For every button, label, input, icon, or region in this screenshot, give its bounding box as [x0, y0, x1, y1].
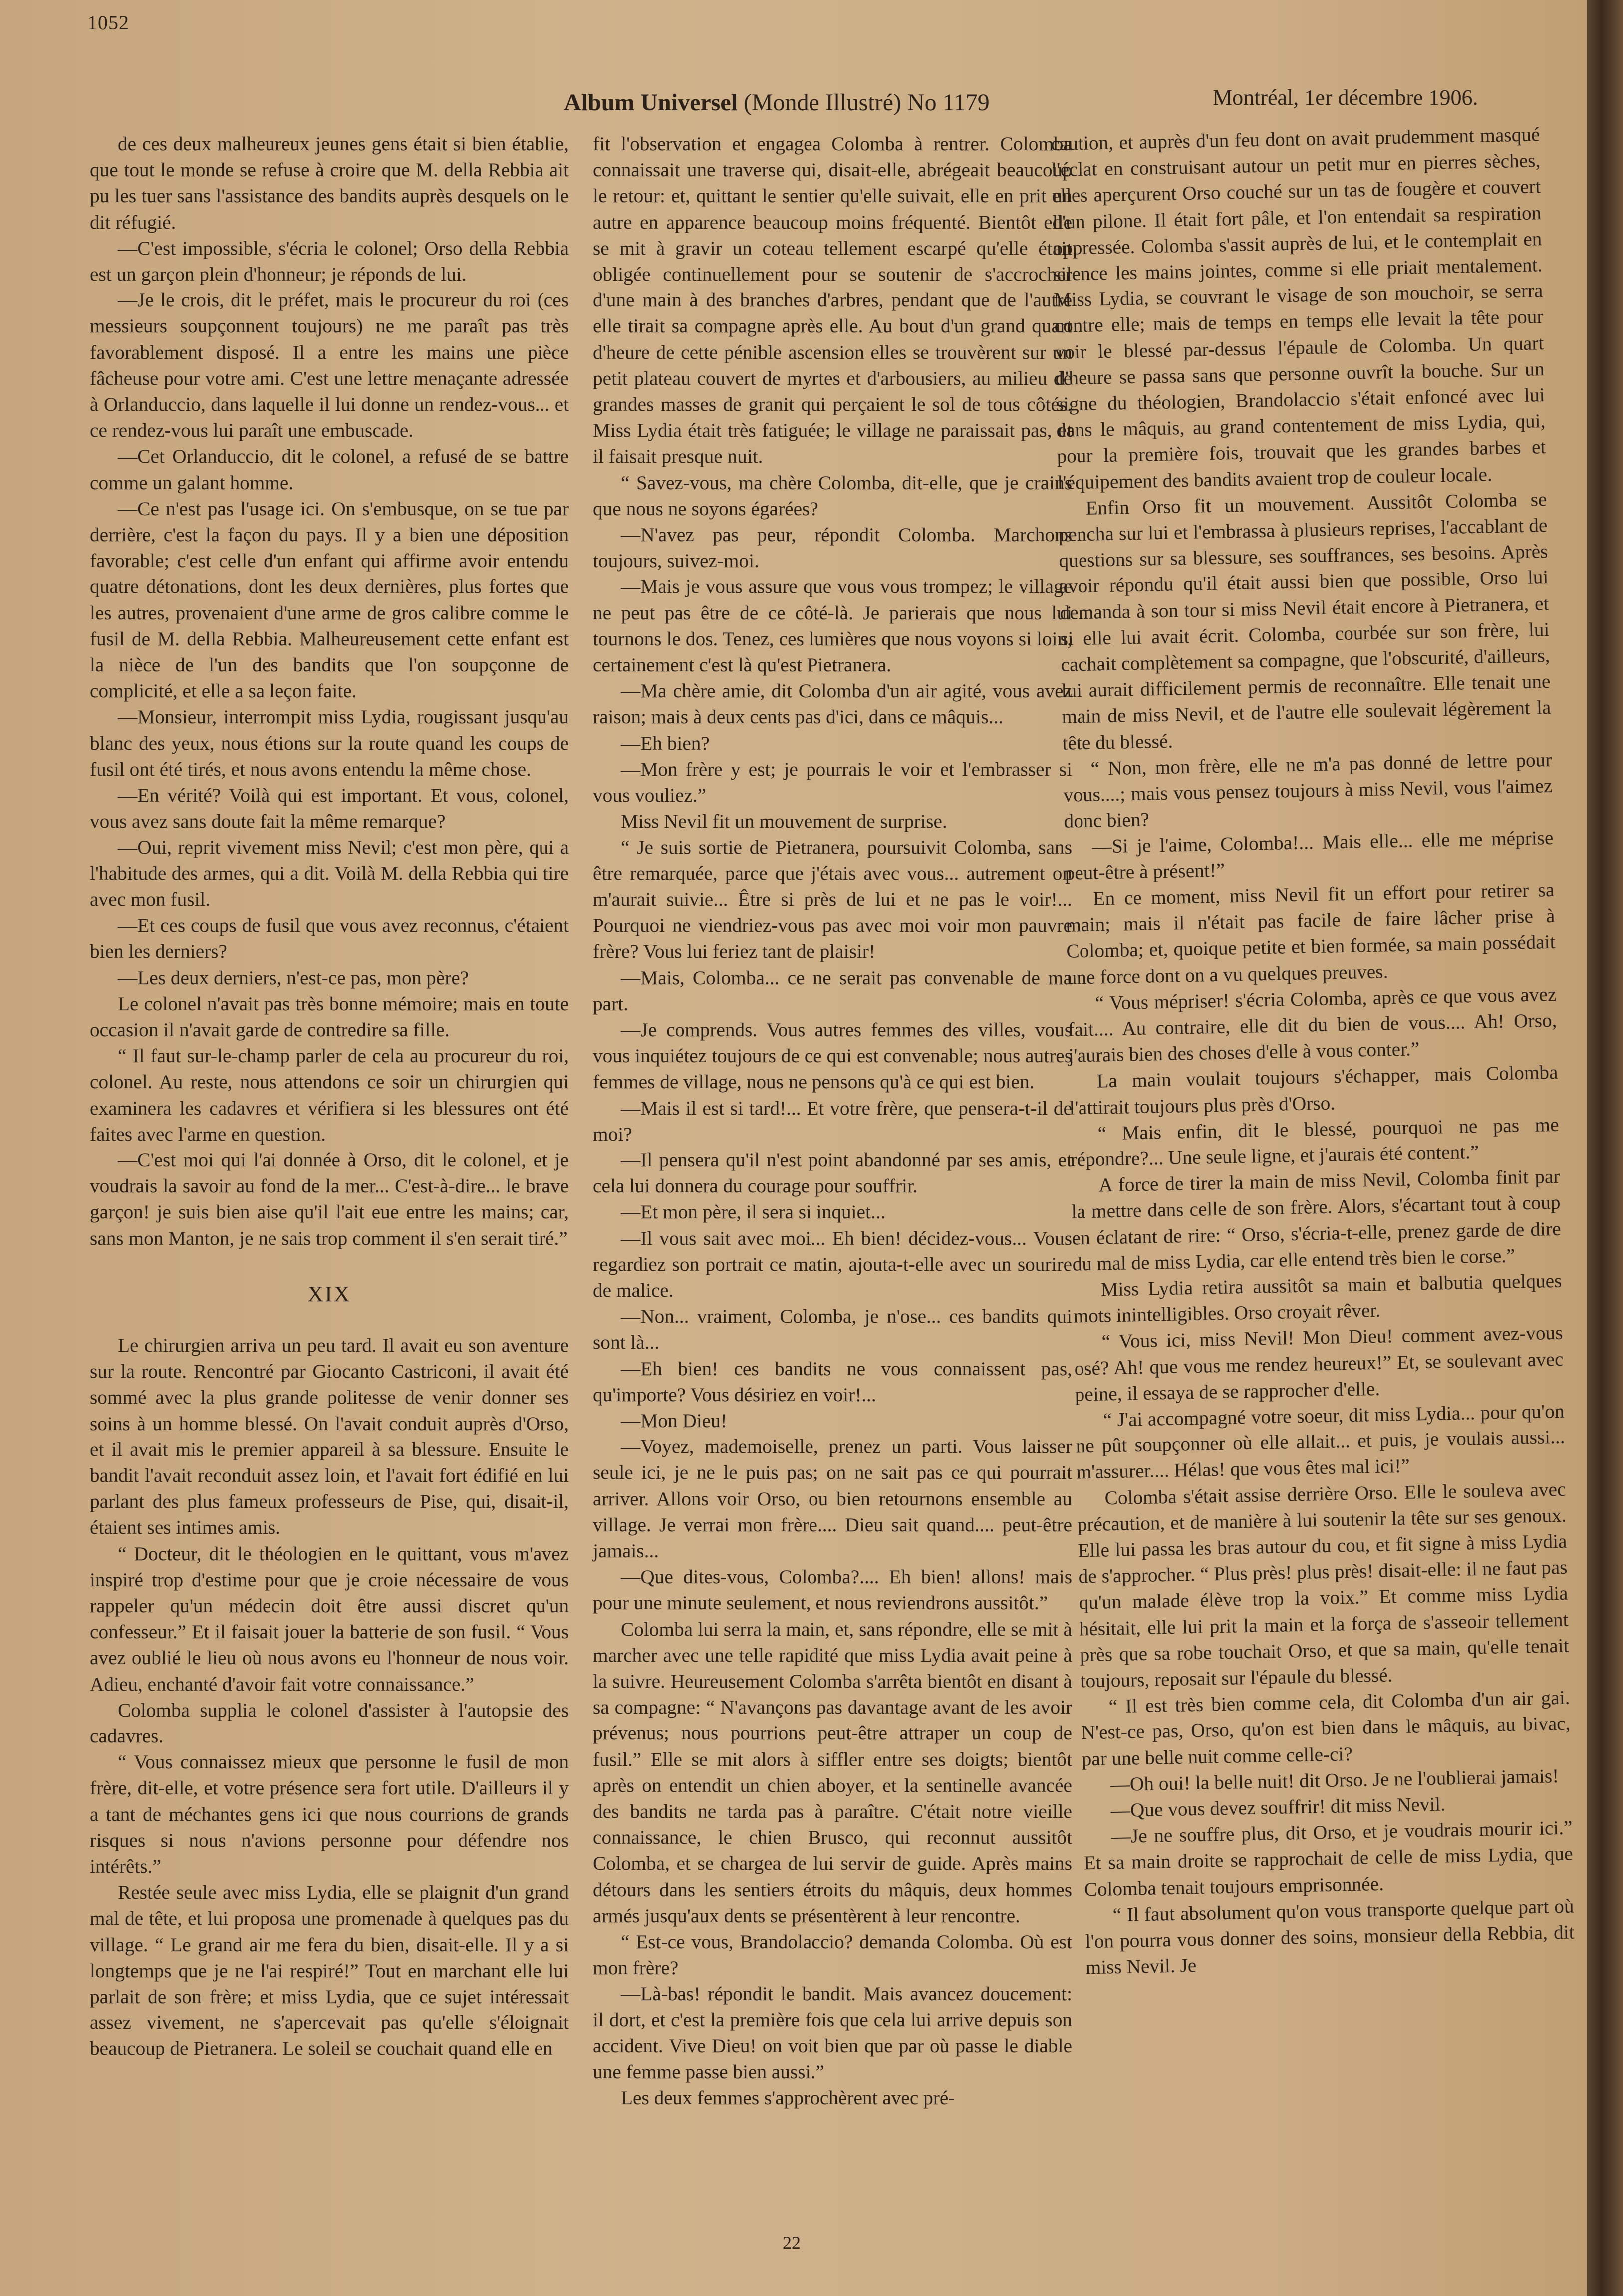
paragraph: “ Savez-vous, ma chère Colomba, dit-elle, que je crains que nous ne soyons égarées? [593, 471, 1072, 520]
paragraph: Restée seule avec miss Lydia, elle se plaignit d'un grand mal de tête, et lui proposa une promenade à quelques pas du village. “ Le grand air me fera du bien, disait-elle. Il y a si longtemps que je ne l'ai respiré!” Tout en marchant elle lui parlait de son frère; et miss Lydia, que ce sujet intéressait assez vivement, ne s'apercevait pas qu'elle s'éloignait beaucoup de Pietranera. Le soleil se couchait quand elle en [90, 1881, 569, 2060]
text-column-1 [90, 131, 569, 2062]
paragraph: “ J'ai accompagné votre soeur, dit miss Lydia... pour qu'on ne pût soupçonner où elle allait... et puis, je voulais aussi... m'assurer.... Hélas! que vous êtes mal ici!” [1076, 1400, 1565, 1483]
paragraph: “ Il est très bien comme cela, dit Colomba d'un air gai. N'est-ce pas, Orso, qu'on est bien dans le mâquis, au bivac, par une belle nuit comme celle-ci? [1081, 1686, 1571, 1770]
paragraph: —Les deux derniers, n'est-ce pas, mon père? [118, 966, 469, 989]
page-number-bottom: 22 [783, 2233, 801, 2253]
page-number-top: 1052 [87, 11, 129, 34]
paragraph: Colomba s'était assise derrière Orso. Elle le souleva avec précaution, et de manière à lui soutenir la tête sur ses genoux. Elle lui passa les bras autour du cou, et fit signe à miss Lydia de s'approcher. “ Plus près! plus près! disait-elle: il ne faut pas qu'un malade élève trop la voix.” Et comme miss Lydia hésitait, elle lui prit la main et la força de s'asseoir tellement près que sa robe touchait Orso, et que sa main, qu'elle tenait toujours, reposait sur l'épaule du blessé. [1077, 1478, 1569, 1692]
paragraph: A force de tirer la main de miss Nevil, Colomba finit par la mettre dans celle de son frère. Alors, s'écartant tout à coup en éclatant de rire: “ Orso, s'écria-t-elle, prenez garde de dire du mal de miss Lydia, car elle entend très bien le corse.” [1071, 1165, 1561, 1275]
paragraph: Le chirurgien arriva un peu tard. Il avait eu son aventure sur la route. Rencontré par Giocanto Castriconi, il avait été sommé avec la plus grande politesse de venir donner ses soins à un homme blessé. On l'avait conduit auprès d'Orso, et il avait mis le premier appareil à sa blessure. Ensuite le bandit l'avait reconduit assez loin, et l'avait fort édifié en lui parlant des plus fameux professeurs de Pise, qui, disait-il, étaient ses intimes amis. [90, 1334, 569, 1539]
text-column-2 [593, 131, 1072, 2111]
paragraph: En ce moment, miss Nevil fit un effort pour retirer sa main; mais il n'était pas facile de faire lâcher prise à Colomba; et, quoique petite et bien formée, sa main possédait une force dont on a vu quelques preuves. [1066, 878, 1556, 989]
paragraph: caution, et auprès d'un feu dont on avait prudemment masqué l'éclat en construisant autour un petit mur en pierres sèches, elles aperçurent Orso couché sur un tas de fougère et couvert d'un pilone. Il était fort pâle, et l'on entendait sa respiration oppressée. Colomba s'assit auprès de lui, et le contemplait en silence les mains jointes, comme si elle priait mentalement. Miss Lydia, se couvrant le visage de son mouchoir, se serra contre elle; mais de temps en temps elle levait la tête pour voir le blessé par-dessus l'épaule de Colomba. Un quart d'heure se passa sans que personne ouvrît la bouche. Sur un signe du théologien, Brandolaccio s'était enfoncé avec lui dans le mâquis, au grand contentement de miss Lydia, qui, pour la première fois, trouvait que les grandes barbes et l'équipement des bandits avaient trop de couleur locale. [1051, 123, 1546, 494]
paragraph: —Mon Dieu! [621, 1409, 727, 1432]
paragraph: —Mais il est si tard!... Et votre frère, que pensera-t-il de moi? [593, 1097, 1072, 1145]
paragraph: Les deux femmes s'approchèrent avec pré- [621, 2087, 955, 2109]
paragraph: —Et mon père, il sera si inquiet... [621, 1201, 886, 1223]
paragraph: —Je le crois, dit le préfet, mais le procureur du roi (ces messieurs soupçonnent toujours) ne me paraît pas très favorablement disposé. Il a entre les mains une pièce fâcheuse pour votre ami. C'est une lettre menaçante adressée à Orlanduccio, dans laquelle il lui donne un rendez-vous... et ce rendez-vous lui paraît une embuscade. [90, 289, 569, 442]
paragraph: —Non... vraiment, Colomba, je n'ose... ces bandits qui sont là... [593, 1305, 1072, 1354]
paragraph: —Mais je vous assure que vous vous trompez; le village ne peut pas être de ce côté-là. Je parierais que nous lui tournons le dos. Tenez, ces lumières que nous voyons si loin, certainement c'est là qu'est Pietranera. [593, 575, 1072, 676]
publication-title: Album Universel [564, 89, 738, 116]
paragraph: —Il vous sait avec moi... Eh bien! décidez-vous... Vous regardiez son portrait ce matin, ajouta-t-elle avec un sourire de malice. [593, 1227, 1072, 1301]
paragraph: —N'avez pas peur, répondit Colomba. Marchons toujours, suivez-moi. [593, 524, 1072, 572]
paragraph: de ces deux malheureux jeunes gens était si bien établie, que tout le monde se refuse à croire que M. della Rebbia ait pu les tuer sans l'assistance des bandits auprès desquels on le dit réfugié. [90, 133, 569, 233]
paragraph: —Là-bas! répondit le bandit. Mais avancez doucement: il dort, et c'est la première fois que cela lui arrive depuis son accident. Vive Dieu! on voit bien que par où passe le diable une femme passe bien aussi.” [593, 1983, 1072, 2083]
paragraph: La main voulait toujours s'échapper, mais Colomba l'attirait toujours plus près d'Orso. [1069, 1061, 1558, 1119]
paragraph: “ Il faut absolument qu'on vous transporte quelque part où l'on pourra vous donner des soins, monsieur della Rebbia, dit miss Nevil. Je [1085, 1895, 1575, 1979]
paragraph: fit l'observation et engagea Colomba à rentrer. Colomba connaissait une traverse qui, disait-elle, abrégeait beaucoup le retour: et, quittant le sentier qu'elle suivait, elle en prit un autre en apparence beaucoup moins fréquenté. Bientôt elle se mit à gravir un coteau tellement escarpé qu'elle était obligée continuellement pour se soutenir de s'accrocher d'une main à des branches d'arbres, pendant que de l'autre elle tirait sa compagne après elle. Au bout d'un grand quart d'heure de cette pénible ascension elles se trouvèrent sur un petit plateau couvert de myrtes et d'arbousiers, au milieu de grandes masses de granit qui perçaient le sol de tous côtés. Miss Lydia était très fatiguée; le village ne paraissait pas, et il faisait presque nuit. [593, 133, 1072, 468]
paragraph: —C'est impossible, s'écria le colonel; Orso della Rebbia est un garçon plein d'honneur; je réponds de lui. [90, 237, 569, 286]
paragraph: Colomba lui serra la main, et, sans répondre, elle se mit à marcher avec une telle rapidité que miss Lydia avait peine à la suivre. Heureusement Colomba s'arrêta bientôt en disant à sa compagne: “ N'avançons pas davantage avant de les avoir prévenus; nous pourrions peut-être attraper un coup de fusil.” Elle se mit alors à siffler entre ses doigts; bientôt après on entendit un chien aboyer, et la sentinelle avancée des bandits ne tarda pas à paraître. C'était notre vieille connaissance, le chien Brusco, qui reconnut aussitôt Colomba, et se chargea de lui servir de guide. Après mains détours dans les sentiers étroits du mâquis, deux hommes armés jusqu'aux dents se présentèrent à leur rencontre. [593, 1618, 1072, 1927]
paragraph: —Eh bien! ces bandits ne vous connaissent pas, qu'importe? Vous désiriez en voir!... [593, 1357, 1072, 1406]
paragraph: —Je comprends. Vous autres femmes des villes, vous vous inquiétez toujours de ce qui est convenable; nous autres femmes de village, nous ne pensons qu'à ce qui est bien. [593, 1018, 1072, 1093]
paragraph: “ Mais enfin, dit le blessé, pourquoi ne pas me répondre?... Une seule ligne, et j'aurais été content.” [1070, 1113, 1559, 1171]
paragraph: —Oh oui! la belle nuit! dit Orso. Je ne l'oublierai jamais! [1110, 1764, 1559, 1796]
masthead [564, 89, 990, 116]
paragraph: “ Il faut sur-le-champ parler de cela au procureur du roi, colonel. Au reste, nous attendons ce soir un chirurgien qui examinera les cadavres et vérifiera si les blessures ont été faites avec l'arme en question. [90, 1045, 569, 1145]
text-column-3 [1051, 121, 1575, 1981]
paragraph: —Mon frère y est; je pourrais le voir et l'embrasser si vous vouliez.” [593, 758, 1072, 807]
chapter-heading: XIX [307, 1281, 351, 1306]
paragraph: —En vérité? Voilà qui est important. Et vous, colonel, vous avez sans doute fait la même remarque? [90, 784, 569, 833]
paragraph: —Si je l'aime, Colomba!... Mais elle... elle me méprise peut-être à présent!” [1065, 827, 1554, 884]
paragraph: —Que vous devez souffrir! dit miss Nevil. [1110, 1793, 1446, 1822]
paragraph: “ Est-ce vous, Brandolaccio? demanda Colomba. Où est mon frère? [593, 1931, 1072, 1979]
paragraph: —Oui, reprit vivement miss Nevil; c'est mon père, qui a l'habitude des armes, qui a dit. Voilà M. della Rebbia qui tire avec mon fusil. [90, 836, 569, 910]
paragraph: —Que dites-vous, Colomba?.... Eh bien! allons! mais pour une minute seulement, et nous reviendrons aussitôt.” [593, 1566, 1072, 1614]
paragraph: Miss Lydia retira aussitôt sa main et balbutia quelques mots inintelligibles. Orso croyait rêver. [1073, 1269, 1562, 1327]
paragraph: —Monsieur, interrompit miss Lydia, rougissant jusqu'au blanc des yeux, nous étions sur la route quand les coups de fusil ont été tirés, et nous avons entendu la même chose. [90, 706, 569, 780]
paragraph: —Cet Orlanduccio, dit le colonel, a refusé de se battre comme un galant homme. [90, 445, 569, 494]
paragraph: “ Vous mépriser! s'écria Colomba, après ce que vous avez fait.... Au contraire, elle dit du bien de vous.... Ah! Orso, j'aurais bien des choses d'elle à vous conter.” [1068, 983, 1557, 1067]
paragraph: Enfin Orso fit un mouvement. Aussitôt Colomba se pencha sur lui et l'embrassa à plusieurs reprises, l'accablant de questions sur sa blessure, ses souffrances, ses besoins. Après avoir répondu qu'il était aussi bien que possible, Orso lui demanda à son tour si miss Nevil était encore à Pietranera, et si elle lui avait écrit. Colomba, courbée sur son frère, lui cachait complètement sa compagne, que l'obscurité, d'ailleurs, lui aurait difficilement permis de reconnaître. Elle tenait une main de miss Nevil, et de l'autre elle soulevait légèrement la tête du blessé. [1058, 488, 1551, 754]
paragraph: —Ce n'est pas l'usage ici. On s'embusque, on se tue par derrière, c'est la façon du pays. Il y a bien une déposition favorable; c'est celle d'un enfant qui affirme avoir entendu quatre détonations, dont les deux dernières, plus fortes que les autres, provenaient d'une arme de gros calibre comme le fusil de M. della Rebbia. Malheureusement cette enfant est la nièce de l'un des bandits que l'on soupçonne de complicité, et elle a sa leçon faite. [90, 497, 569, 702]
paragraph: —Ma chère amie, dit Colomba d'un air agité, vous avez raison; mais à deux cents pas d'ici, dans ce mâquis... [593, 680, 1072, 728]
paragraph: Colomba supplia le colonel d'assister à l'autopsie des cadavres. [90, 1699, 569, 1747]
paragraph: “ Non, mon frère, elle ne m'a pas donné de lettre pour vous....; mais vous pensez toujours à miss Nevil, vous l'aimez donc bien? [1063, 748, 1553, 833]
binding-edge [1587, 0, 1623, 2296]
paragraph: —C'est moi qui l'ai donnée à Orso, dit le colonel, et je voudrais la savoir au fond de la mer... C'est-à-dire... le brave garçon! je suis bien aise qu'il l'ait eue entre les mains; car, sans mon Manton, je ne sais trop comment il s'en serait tiré.” [90, 1148, 569, 1249]
paragraph: “ Vous ici, miss Nevil! Mon Dieu! comment avez-vous osé? Ah! que vous me rendez heureux!” Et, se soulevant avec peine, il essaya de se rapprocher d'elle. [1074, 1322, 1564, 1406]
publication-subtitle: (Monde Illustré) No 1179 [744, 89, 990, 116]
paragraph: Le colonel n'avait pas très bonne mémoire; mais en toute occasion il n'avait garde de contredire sa fille. [90, 992, 569, 1041]
paragraph: —Voyez, mademoiselle, prenez un parti. Vous laisser seule ici, je ne le puis pas; on ne sait pas ce qui pourrait arriver. Allons voir Orso, ou bien retournons ensemble au village. Je verrai mon frère.... Dieu sait quand.... peut-être jamais... [593, 1435, 1072, 1562]
paragraph: —Il pensera qu'il n'est point abandonné par ses amis, et cela lui donnera du courage pour souffrir. [593, 1148, 1072, 1197]
paragraph: “ Docteur, dit le théologien en le quittant, vous m'avez inspiré trop d'estime pour que je croie nécessaire de vous rappeler qu'un médecin doit être aussi discret qu'un confesseur.” Et il faisait jouer la batterie de son fusil. “ Vous avez oublié le lieu où nous avons eu l'honneur de nous voir. Adieu, enchanté d'avoir fait votre connaissance.” [90, 1542, 569, 1695]
issue-date: Montréal, 1er décembre 1906. [1213, 85, 1478, 110]
paragraph: —Mais, Colomba... ce ne serait pas convenable de ma part. [593, 966, 1072, 1015]
paragraph: Miss Nevil fit un mouvement de surprise. [621, 810, 947, 833]
paragraph: “ Vous connaissez mieux que personne le fusil de mon frère, dit-elle, et votre présence sera fort utile. D'ailleurs il y a tant de méchantes gens ici que nous courrions de grands risques si nous n'avions personne pour défendre nos intérêts.” [90, 1751, 569, 1877]
paragraph: —Et ces coups de fusil que vous avez reconnus, c'étaient bien les derniers? [90, 914, 569, 963]
paragraph: —Eh bien? [621, 732, 710, 754]
paragraph: “ Je suis sortie de Pietranera, poursuivit Colomba, sans être remarquée, parce que j'étais avec vous... autrement on m'aurait suivie... Être si près de lui et ne pas le voir!... Pourquoi ne viendriez-vous pas avec moi voir mon pauvre frère? Vous lui feriez tant de plaisir! [593, 836, 1072, 963]
paragraph: —Je ne souffre plus, dit Orso, et je voudrais mourir ici.” Et sa main droite se rapprochait de celle de miss Lydia, que Colomba tenait toujours emprisonnée. [1083, 1816, 1573, 1900]
